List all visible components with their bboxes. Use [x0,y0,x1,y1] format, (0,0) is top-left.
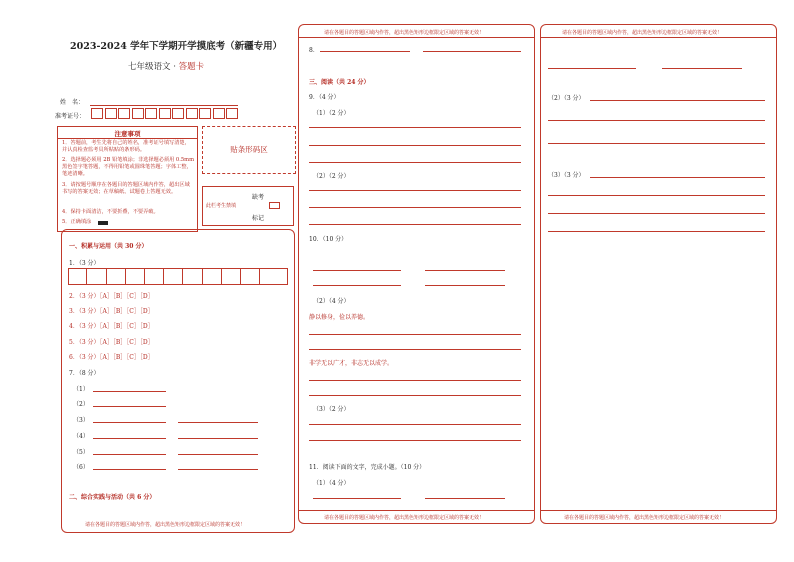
note-item: 2．选择题必须用 2B 铅笔填涂；非选择题必须用 0.5mm 黑色签字笔答题，不得用铅笔或圆珠笔答题；字体工整，笔迹清晰。 [62,157,195,177]
warning-top-col3: 请在各题目的答题区域内作答，超出黑色矩形边框限定区域的答案无效！ [562,30,723,36]
note-item: 3．请按题号顺序在各题目的答题区域内作答，超出区域书写的答案无效；在草稿纸、试题卷上答题无效。 [62,182,190,195]
answer-line[interactable] [309,440,521,441]
q1-char-grid[interactable] [68,268,288,285]
note-item: 4．保持卡面清洁，不要折叠，不要弄破。 [62,209,159,215]
answer-line[interactable] [309,334,521,335]
subject-label: 七年级语文 · [128,62,179,72]
choice-q5[interactable]: 5．（3 分）［A］［B］［C］［D］ [69,339,154,346]
q7-part-label: （2） [73,401,89,408]
warning-top-col2: 请在各题目的答题区域内作答，超出黑色矩形边框限定区域的答案无效！ [324,30,485,36]
choice-q3[interactable]: 3．（3 分）［A］［B］［C］［D］ [69,308,154,315]
q7-answer-line[interactable] [93,454,166,455]
q7-answer-line[interactable] [178,454,258,455]
warning-bottom-col3: 请在各题目的答题区域内作答，超出黑色矩形边框限定区域的答案无效！ [564,515,725,521]
mark-label: 标记 [252,215,265,222]
q7-answer-line[interactable] [178,469,258,470]
answer-line[interactable] [309,224,521,225]
name-field[interactable] [90,105,238,106]
answer-line[interactable] [590,100,765,101]
answer-line[interactable] [548,195,765,196]
answer-line[interactable] [309,424,521,425]
q10-label: 10．（10 分） [309,236,348,243]
answer-line[interactable] [548,68,636,69]
answer-line[interactable] [548,213,765,214]
quote-1: 静以修身，俭以养德。 [309,314,370,321]
section3-title: 三、阅读（共 24 分） [309,79,370,86]
barcode-label: 贴条形码区 [230,145,268,154]
notes-title: 注意事项 [114,130,141,138]
answer-line[interactable] [309,145,521,146]
answer-line[interactable] [425,270,505,271]
answer-sheet-label: 答题卡 [178,62,205,72]
absent-checkbox[interactable] [269,202,280,209]
warning-bottom-col1: 请在各题目的答题区域内作答，超出黑色矩形边框限定区域的答案无效！ [85,522,246,528]
col3-q2-label: （2）（3 分） [548,95,585,102]
note-item: 1．答题前，考生先将自己的姓名，准考证号填写清楚，并认真检查监考员所粘贴的条形码。 [62,140,190,153]
q7-part-label: （1） [73,386,89,393]
fill-example-label: 5．正确填涂 [62,219,92,225]
q8-answer-line[interactable] [320,51,410,52]
q7-part-label: （5） [73,449,89,456]
answer-line[interactable] [548,143,765,144]
q1-label: 1．（3 分） [69,260,100,267]
answer-line[interactable] [309,207,521,208]
answer-line[interactable] [309,395,521,396]
barcode-area [202,126,296,174]
q10-2-label: （2）（4 分） [313,298,350,305]
answer-line[interactable] [309,380,521,381]
answer-line[interactable] [425,285,505,286]
q7-answer-line[interactable] [178,422,258,423]
q7-answer-line[interactable] [93,469,166,470]
q7-answer-line[interactable] [178,438,258,439]
q9-label: 9．（4 分） [309,94,340,101]
section2-title: 二、综合实践与活动（共 6 分） [69,494,156,501]
answer-line[interactable] [548,231,765,232]
q7-label: 7．（8 分） [69,370,100,377]
quote-2: 非学无以广才，非志无以成学。 [309,360,394,367]
exam-subtitle [128,60,204,72]
exam-number-boxes[interactable] [91,108,238,121]
q10-3-label: （3）（2 分） [313,406,350,413]
answer-line[interactable] [548,120,765,121]
warning-bottom-col2: 请在各题目的答题区域内作答，超出黑色矩形边框限定区域的答案无效！ [324,515,485,521]
answer-line[interactable] [313,285,401,286]
col3-q3-label: （3）（3 分） [548,172,585,179]
exam-title: 2023-2024 学年下学期开学摸底考（新疆专用） [70,41,283,52]
answer-line[interactable] [309,162,521,163]
choice-q2[interactable]: 2．（3 分）［A］［B］［C］［D］ [69,293,154,300]
answer-line[interactable] [309,190,521,191]
choice-q4[interactable]: 4．（3 分）［A］［B］［C］［D］ [69,323,154,330]
section1-title: 一、积累与运用（共 30 分） [69,243,148,250]
q7-answer-line[interactable] [93,391,166,392]
fill-example-mark [98,221,108,225]
answer-line[interactable] [425,498,505,499]
exam-number-label: 准考证号： [55,113,86,120]
answer-line[interactable] [313,270,401,271]
absent-side-label: 此栏考生禁填 [206,203,237,209]
answer-line[interactable] [662,68,742,69]
absent-label: 缺考 [252,194,265,201]
q7-answer-line[interactable] [93,406,166,407]
q7-answer-line[interactable] [93,422,166,423]
q11-label: 11．阅读下面的文字，完成小题。（10 分） [309,464,426,471]
name-label: 姓 名： [60,99,85,106]
q7-part-label: （3） [73,417,89,424]
notes-box [57,126,198,232]
absent-mark-box [202,186,294,226]
answer-line[interactable] [309,349,521,350]
q7-answer-line[interactable] [93,438,166,439]
q11-1-label: （1）（4 分） [313,480,350,487]
q7-part-label: （4） [73,433,89,440]
answer-line[interactable] [313,498,401,499]
q8-answer-line[interactable] [423,51,521,52]
q7-part-label: （6） [73,464,89,471]
answer-line[interactable] [309,127,521,128]
q9-1-label: （1）（2 分） [313,110,350,117]
q8-label: 8． [309,47,319,54]
answer-line[interactable] [590,177,765,178]
choice-q6[interactable]: 6．（3 分）［A］［B］［C］［D］ [69,354,154,361]
q9-2-label: （2）（2 分） [313,173,350,180]
